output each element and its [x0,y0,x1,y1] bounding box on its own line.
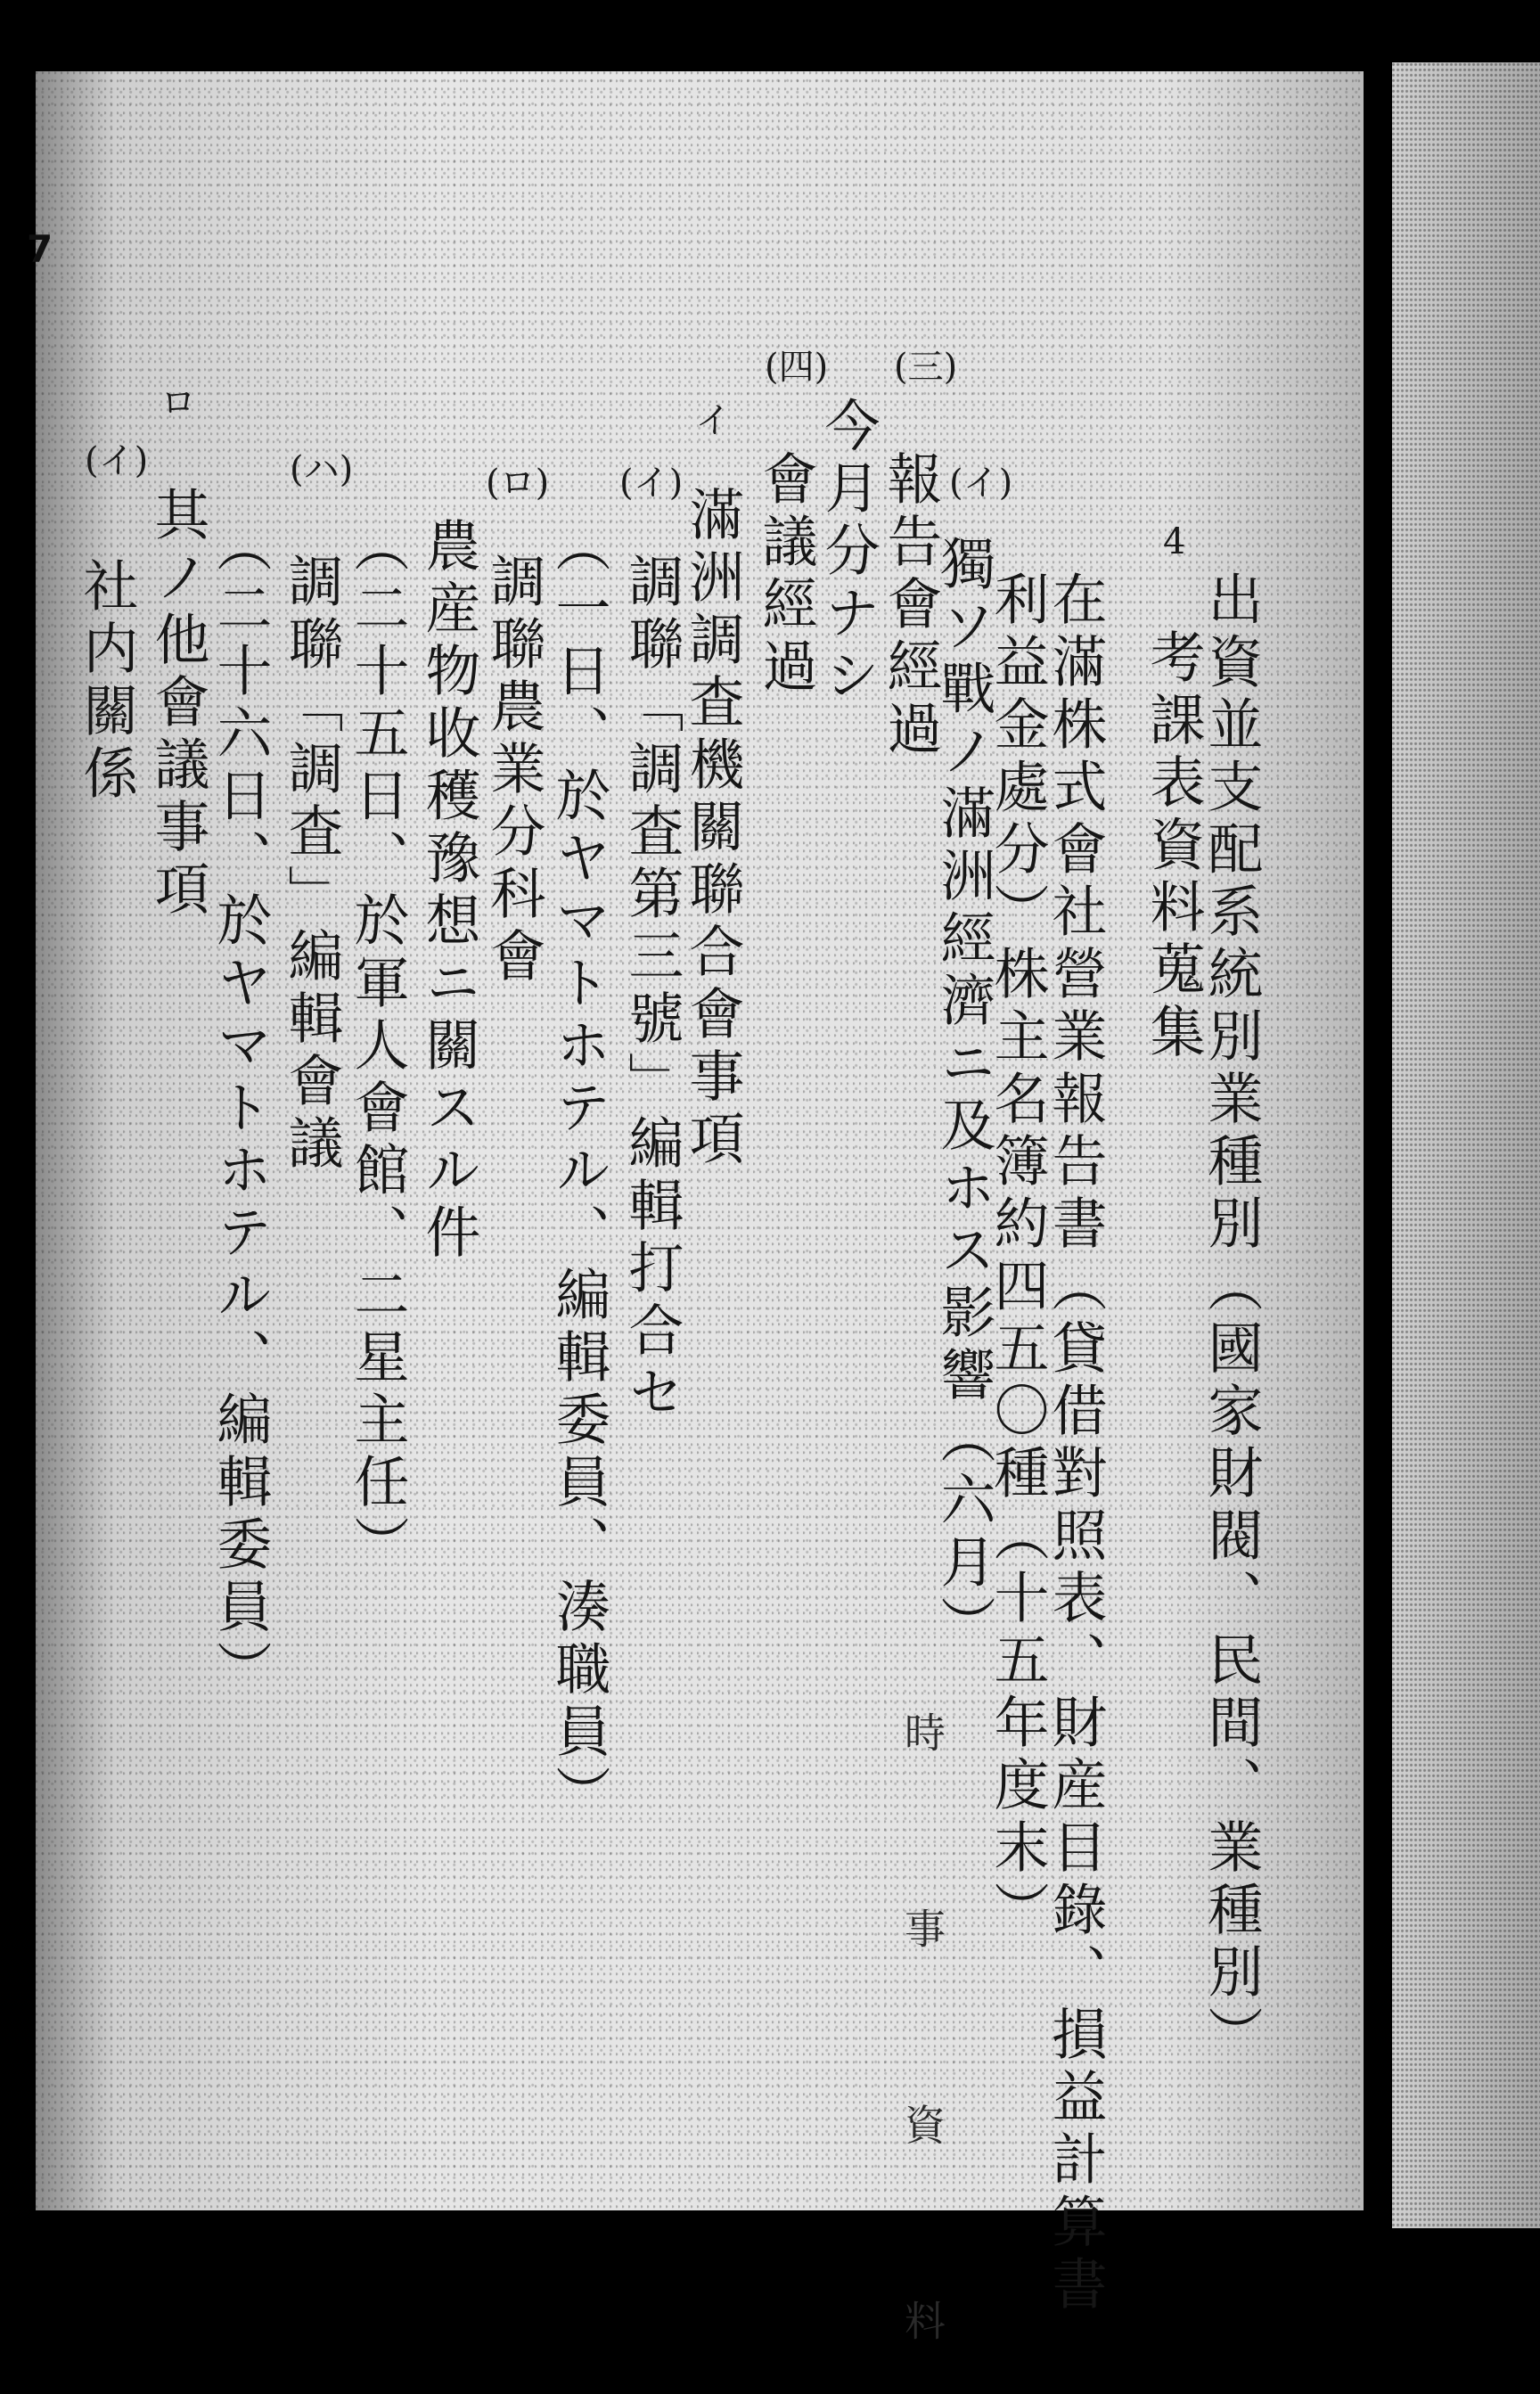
line-meeting-progress: 會議經過 [753,450,818,700]
line-report-collection: 考課表資料蒐集 [1141,628,1206,1065]
item-marker-i-kata: イ [695,400,731,441]
line-editorial-meeting: 調聯「調査」編輯會議 [279,553,344,1177]
line-editing-meeting: 調聯「調査第三號」編輯打合セ [619,553,684,1426]
item-marker-ha: (ハ) [290,449,354,490]
item-marker-i-1: (イ) [949,463,1013,504]
item-marker-i-3: (イ) [85,440,149,481]
line-capital-structure: 出資並支配系統別業種別（國家財閥、民間、業種別） [1199,570,1264,2068]
item-marker-4: 4 [1163,521,1186,562]
item-marker-shi: (四) [765,347,829,388]
line-harvest-forecast-detail: （二十五日、於軍人會館、二星主任） [345,517,410,1578]
line-none-this-month: 今月分ナシ [815,397,881,709]
series-title-jiji-shiryo: 時 事 資 料 [898,1711,946,2394]
line-internal-relations: 社内關係 [74,557,139,807]
item-marker-ro-2: ロ [160,382,196,423]
line-editing-meeting-detail: （一日、於ヤマトホテル、編輯委員、湊職員） [546,517,611,1827]
line-war-impact: 獨ソ戰ノ滿洲經濟ニ及ホス影響（六月） [931,535,996,1658]
line-research-association: 滿洲調査機關聯合會事項 [680,486,745,1172]
line-business-reports: 在滿株式會社營業報告書（貸借對照表、財産目錄、損益計算書 [1043,570,1108,2317]
line-shareholder-registry: 利益金處分）株主名簿約四五〇種（十五年度末） [985,570,1050,1943]
item-marker-ro: (ロ) [486,463,550,504]
line-other-meetings: 其ノ他會議事項 [145,486,210,922]
item-marker-i-2: (イ) [619,463,684,504]
line-harvest-forecast: 農産物收穫豫想ニ關スル件 [416,517,481,1266]
adjacent-page-edge [1392,62,1540,2228]
line-report-meeting: 報告會經過 [878,450,943,762]
line-agriculture-subcommittee: 調聯農業分科會 [481,553,546,989]
line-editorial-meeting-detail: （二十六日、於ヤマトホテル、編輯委員） [208,517,273,1702]
item-marker-san: (三) [894,347,958,388]
page-number: 7 [27,227,53,271]
